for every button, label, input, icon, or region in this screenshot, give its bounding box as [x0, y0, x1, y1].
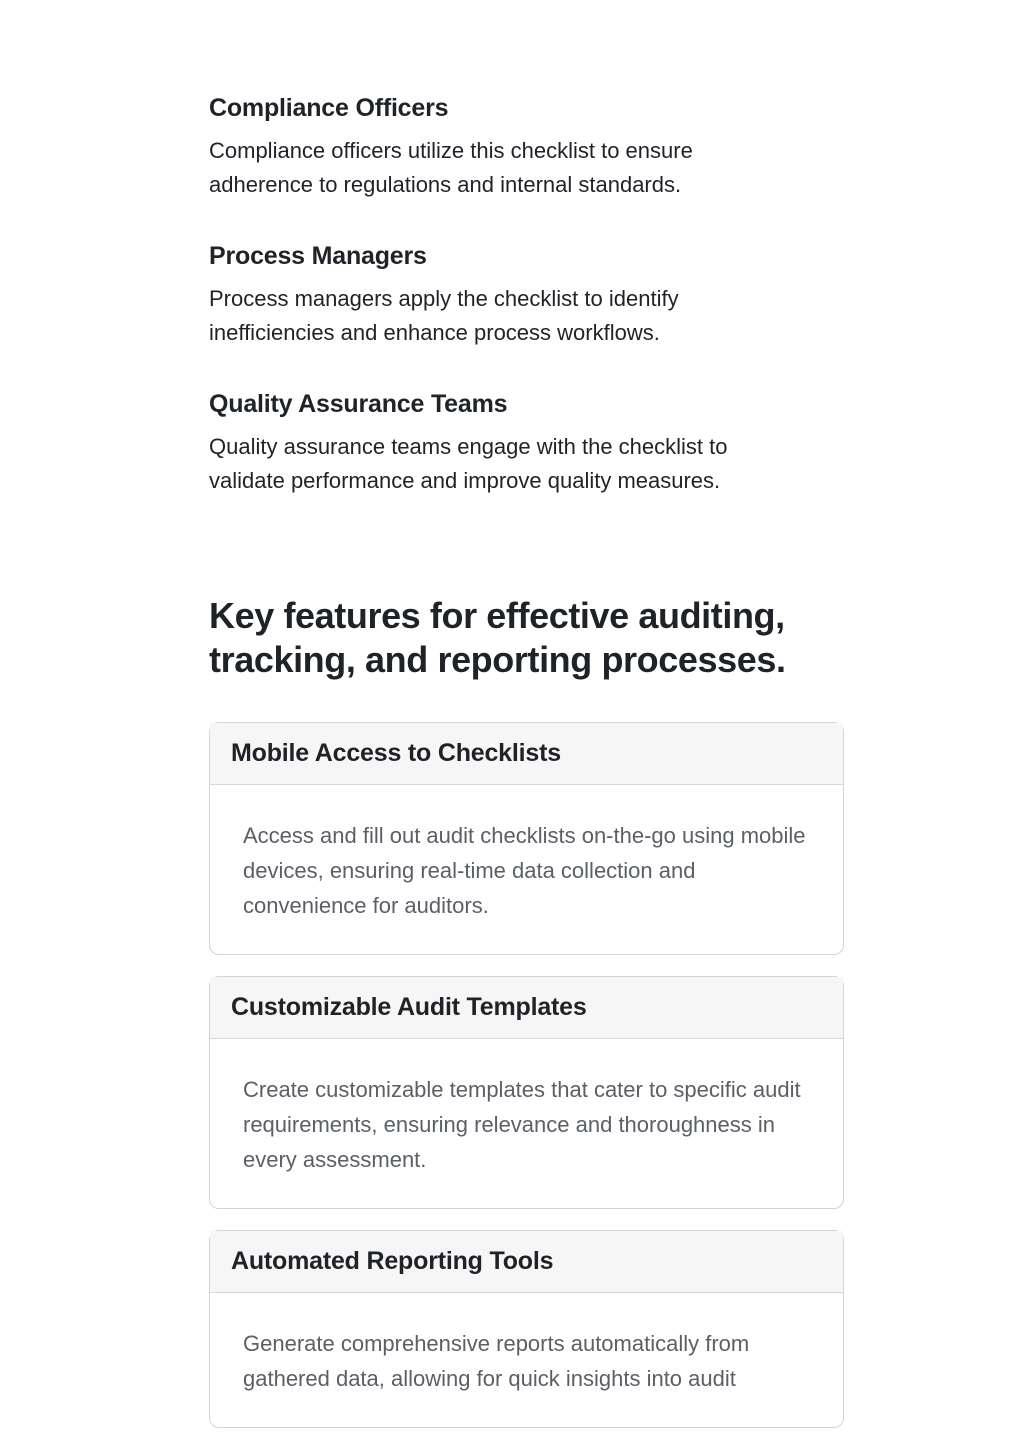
audience-title: Process Managers: [209, 242, 427, 270]
audience-title: Compliance Officers: [209, 94, 449, 122]
audience-title: Quality Assurance Teams: [209, 390, 508, 418]
feature-card-description: Generate comprehensive reports automatically from gathered data, allowing for quick insights into audit: [243, 1331, 750, 1391]
feature-card-header[interactable]: [210, 723, 843, 785]
feature-card-title: Customizable Audit Templates: [231, 993, 587, 1021]
audience-description: Process managers apply the checklist to identify inefficiencies and enhance process workflows.: [209, 286, 679, 345]
feature-card-title: Automated Reporting Tools: [231, 1247, 554, 1275]
audience-item-quality-assurance-teams: [209, 388, 844, 498]
audience-item-compliance-officers: [209, 92, 844, 202]
feature-card-customizable-templates: [209, 976, 844, 1209]
feature-card-body: [210, 1039, 843, 1208]
audience-description: Quality assurance teams engage with the checklist to validate performance and improve quality measures.: [209, 434, 728, 493]
feature-card-title: Mobile Access to Checklists: [231, 739, 561, 767]
feature-card-mobile-access: [209, 722, 844, 955]
feature-card-header[interactable]: [210, 1231, 843, 1293]
feature-card-description: Create customizable templates that cater to specific audit requirements, ensuring relevance and thoroughness in every assessment.: [243, 1077, 801, 1172]
audience-item-process-managers: [209, 240, 844, 350]
main-content: [209, 92, 844, 1449]
feature-card-description: Access and fill out audit checklists on-the-go using mobile devices, ensuring real-time data collection and convenience for auditors.: [243, 823, 806, 918]
features-section-heading: Key features for effective auditing, tracking, and reporting processes.: [209, 595, 786, 680]
feature-card-body: [210, 785, 843, 954]
feature-card-automated-reporting: [209, 1230, 844, 1428]
audience-description: Compliance officers utilize this checklist to ensure adherence to regulations and internal standards.: [209, 138, 693, 197]
feature-card-body: [210, 1293, 843, 1427]
feature-card-header[interactable]: [210, 977, 843, 1039]
